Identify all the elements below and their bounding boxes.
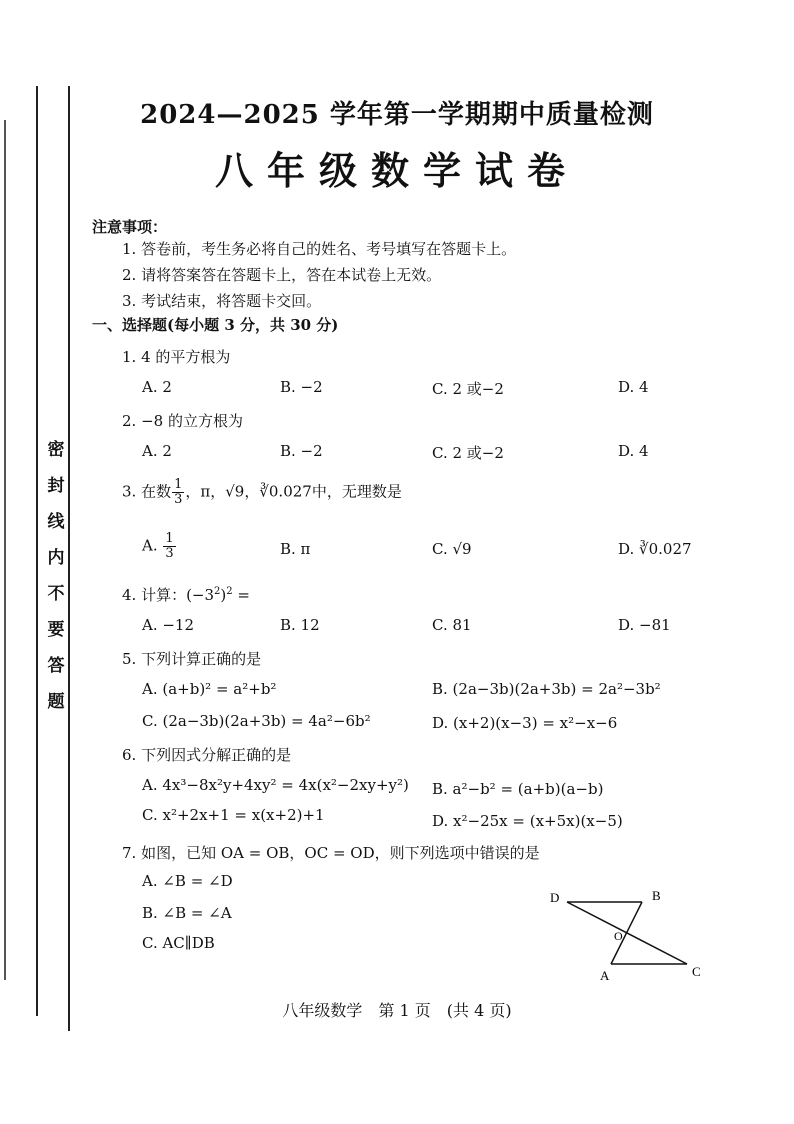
- q3-option-c: C. √9: [432, 540, 472, 558]
- q4-option-c: C. 81: [432, 616, 472, 634]
- q2-option-b: B. −2: [280, 442, 323, 460]
- question-7-stem: 7. 如图，已知 OA = OB，OC = OD，则下列选项中错误的是: [122, 844, 540, 862]
- seal-notice-char: 题: [47, 692, 65, 712]
- q5-option-a: A. (a+b)² = a²+b²: [142, 680, 277, 698]
- seal-notice-char: 线: [47, 512, 65, 532]
- q7-option-c: C. AC∥DB: [142, 934, 215, 952]
- note-item: 3. 考试结束，将答题卡交回。: [122, 292, 322, 310]
- fraction: $\frac{1}{3}$: [174, 477, 183, 507]
- q1-option-d: D. 4: [618, 378, 649, 396]
- point-label-c: C: [692, 964, 701, 979]
- q5-option-b: B. (2a−3b)(2a+3b) = 2a²−3b²: [432, 680, 661, 698]
- q2-option-d: D. 4: [618, 442, 649, 460]
- question-1-stem: 1. 4 的平方根为: [122, 348, 231, 366]
- question-6-stem: 6. 下列因式分解正确的是: [122, 746, 292, 764]
- seal-notice-char: 封: [47, 476, 65, 496]
- section-heading: 一、选择题(每小题 3 分，共 30 分): [92, 316, 339, 334]
- q4-option-d: D. −81: [618, 616, 671, 634]
- note-item: 2. 请将答案答在答题卡上，答在本试卷上无效。: [122, 266, 442, 284]
- point-label-a: A: [600, 968, 610, 983]
- seal-notice-char: 不: [47, 584, 65, 604]
- q3-option-d: D. ∛0.027: [618, 540, 692, 558]
- point-label-d: D: [550, 890, 560, 905]
- seal-notice-char: 内: [47, 548, 65, 568]
- question-5-stem: 5. 下列计算正确的是: [122, 650, 262, 668]
- q6-option-c: C. x²+2x+1 = x(x+2)+1: [142, 806, 325, 824]
- q7-option-b: B. ∠B = ∠A: [142, 904, 232, 922]
- binding-line-right: [68, 86, 70, 1031]
- seal-notice-char: 密: [47, 440, 65, 460]
- exam-title: 2024—2025 学年第一学期期中质量检测: [140, 100, 654, 130]
- seal-notice-char: 要: [47, 620, 65, 640]
- notes-heading: 注意事项：: [92, 218, 168, 236]
- page-footer: 八年级数学 第 1 页 (共 4 页): [282, 1001, 512, 1020]
- q6-option-d: D. x²−25x = (x+5x)(x−5): [432, 812, 623, 830]
- point-label-b: B: [652, 888, 661, 903]
- geometry-figure: [540, 880, 710, 990]
- q2-option-a: A. 2: [142, 442, 172, 460]
- q3-option-b: B. π: [280, 540, 311, 558]
- q1-option-c: C. 2 或−2: [432, 380, 504, 398]
- note-item: 1. 答卷前，考生务必将自己的姓名、考号填写在答题卡上。: [122, 240, 517, 258]
- question-4-stem: 4. 计算：$(-3^2)^2$ =: [122, 586, 250, 604]
- q5-option-c: C. (2a−3b)(2a+3b) = 4a²−6b²: [142, 712, 371, 730]
- q2-option-c: C. 2 或−2: [432, 444, 504, 462]
- exam-subtitle: 八年级数学试卷: [214, 148, 579, 193]
- q5-option-d: D. (x+2)(x−3) = x²−x−6: [432, 714, 618, 732]
- q1-option-b: B. −2: [280, 378, 323, 396]
- q7-option-a: A. ∠B = ∠D: [142, 872, 233, 890]
- edge-mark: [4, 120, 6, 980]
- q3-option-a: A. $\frac{1}{3}$: [142, 531, 174, 561]
- q6-option-b: B. a²−b² = (a+b)(a−b): [432, 780, 604, 798]
- q1-option-a: A. 2: [142, 378, 172, 396]
- point-label-o: O: [614, 929, 623, 943]
- binding-line-left: [36, 86, 38, 1016]
- q6-option-a: A. 4x³−8x²y+4xy² = 4x(x²−2xy+y²): [142, 776, 409, 794]
- seal-notice-char: 答: [47, 656, 65, 676]
- q4-option-a: A. −12: [142, 616, 195, 634]
- question-3-stem: 3. 在数 $\frac{1}{3}$ ，π，√9，∛0.027中，无理数是: [122, 477, 402, 507]
- question-2-stem: 2. −8 的立方根为: [122, 412, 243, 430]
- seal-line-notice: [46, 432, 66, 720]
- q4-option-b: B. 12: [280, 616, 320, 634]
